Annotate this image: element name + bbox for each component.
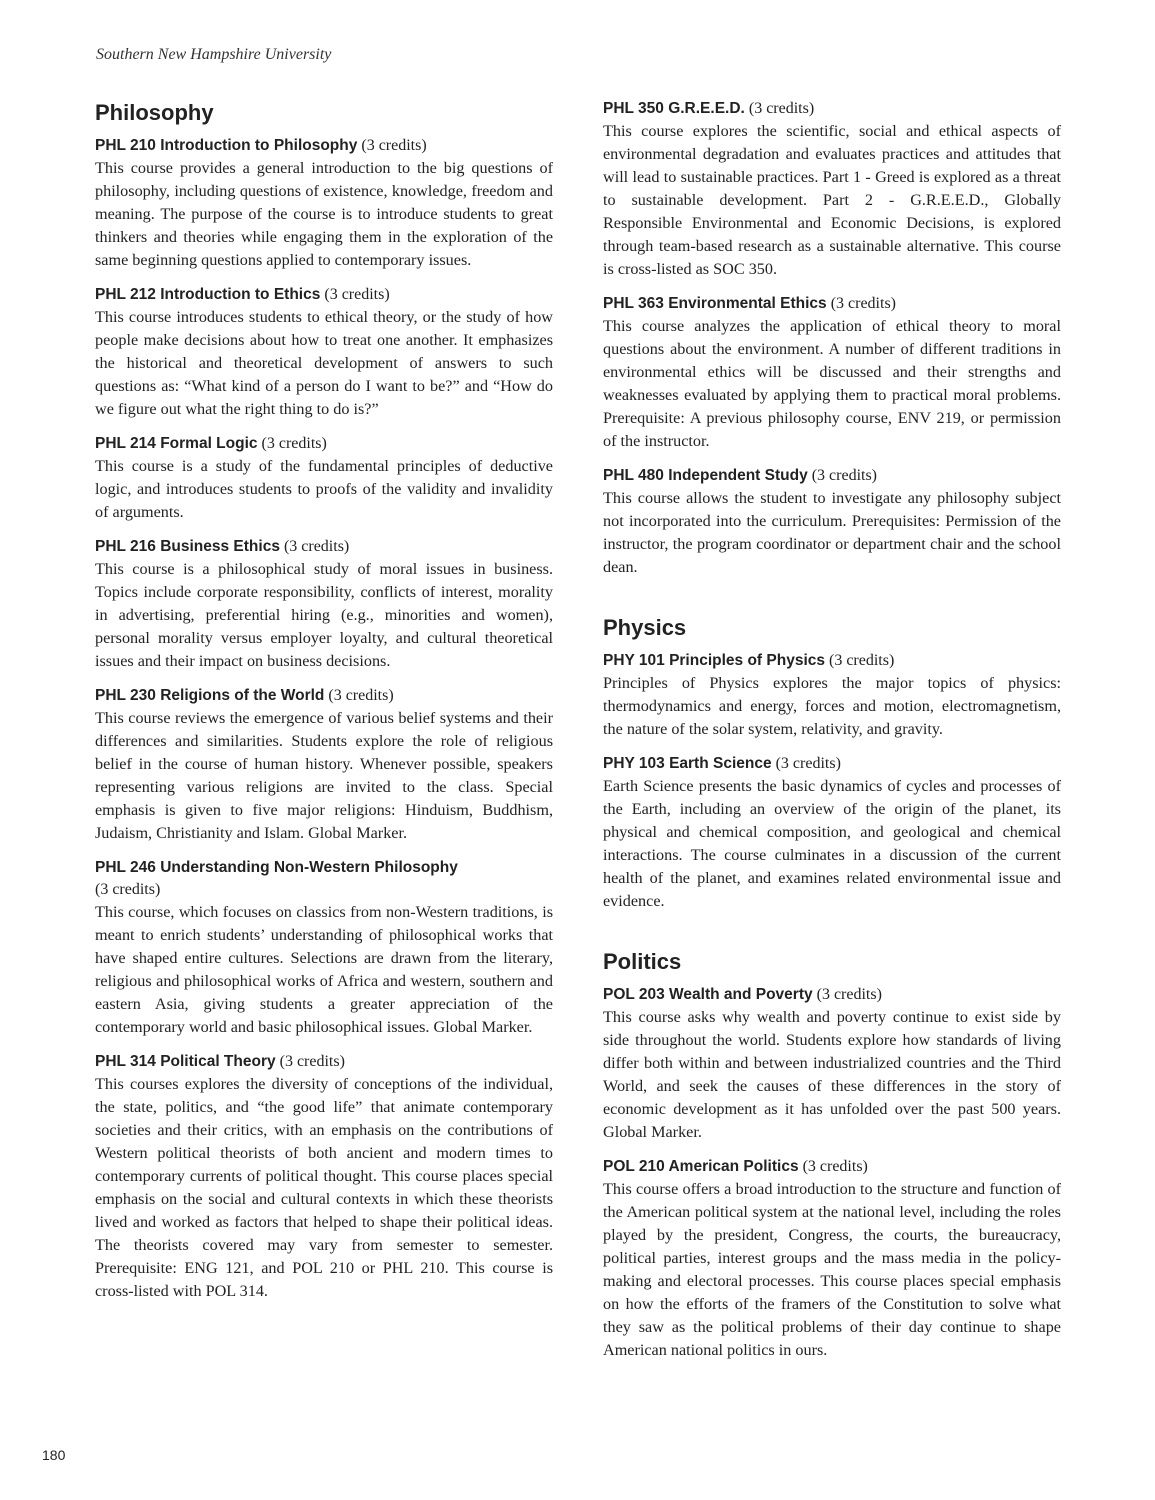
course-description: This course explores the scientific, social and ethical aspects of environmental degradation and evaluates practices and attitudes that will lead to sustainable practices. Part 1 - Greed is explored as a threat to sustainable development. Part 2 - G.R.E.E.D., Globally Responsible Environmental and Economic Decisions, is explored through team-based research as a sustainable alternative. This course is cross-listed as SOC 350. bbox=[603, 122, 1061, 278]
course-code: PHL 216 Business Ethics bbox=[95, 538, 280, 555]
course-credits: (3 credits) bbox=[811, 467, 878, 484]
course-entry bbox=[95, 433, 553, 524]
section-title-politics: Politics bbox=[603, 949, 682, 974]
course-description: This course is a study of the fundamental principles of deductive logic, and introduces students to proofs of the validity and invalidity of arguments. bbox=[95, 457, 553, 521]
course-credits: (3 credits) bbox=[279, 1053, 345, 1070]
course-description: This course asks why wealth and poverty continue to exist side by side throughout the world. Students explore how standards of living differ both within and between industrialized countries and the Third World, and seek the causes of these differences in the story of economic development as it has unfolded over the past 500 years. Global Marker. bbox=[603, 1008, 1061, 1141]
course-code: PHL 350 G.R.E.E.D. bbox=[603, 100, 745, 117]
course-description: This course is a philosophical study of moral issues in business. Topics include corporate responsibility, conflicts of interest, morality in advertising, preferential hiring (e.g., minorities and women), personal morality versus employer loyalty, and cultural theoretical issues and their impact on business decisions. bbox=[95, 560, 553, 670]
course-credits: (3 credits) bbox=[324, 286, 390, 303]
course-entry bbox=[603, 465, 1061, 579]
course-description: This course reviews the emergence of various belief systems and their differences and similarities. Students explore the role of religious belief in the course of human history. Whenever possible, speakers representing various religions are invited to the class. Special emphasis is given to five major religions: Hinduism, Buddhism, Judaism, Christianity and Islam. Global Marker. bbox=[95, 709, 553, 842]
running-header: Southern New Hampshire University bbox=[96, 46, 332, 63]
left-column bbox=[95, 98, 553, 1315]
section-title-philosophy: Philosophy bbox=[95, 100, 214, 125]
right-column bbox=[603, 98, 1061, 1374]
course-description: This course allows the student to investigate any philosophy subject not incorporated into the curriculum. Prerequisites: Permission of the instructor, the program coordinator or department chair and the school dean. bbox=[603, 489, 1061, 576]
course-credits: (3 credits) bbox=[816, 986, 882, 1003]
course-code: PHY 101 Principles of Physics bbox=[603, 652, 825, 669]
course-entry bbox=[603, 984, 1061, 1144]
course-description: This course, which focuses on classics from non-Western traditions, is meant to enrich students’ understanding of philosophical works that have shaped entire cultures. Selections are drawn from the literary, religious and philosophical works of Africa and western, southern and eastern Asia, giving students a greater appreciation of the contemporary world and basic philosophical issues. Global Marker. bbox=[95, 903, 553, 1036]
course-credits: (3 credits) bbox=[775, 755, 841, 772]
course-code: POL 203 Wealth and Poverty bbox=[603, 986, 813, 1003]
course-description: This course analyzes the application of ethical theory to moral questions about the environment. A number of different traditions in environmental ethics will be discussed and their strengths and weaknesses evaluated by applying them to practical moral problems. Prerequisite: A previous philosophy course, ENV 219, or permission of the instructor. bbox=[603, 317, 1061, 450]
course-entry bbox=[603, 650, 1061, 741]
course-entry bbox=[603, 1156, 1061, 1362]
course-code: PHL 480 Independent Study bbox=[603, 467, 808, 484]
course-credits: (3 credits) bbox=[829, 652, 895, 669]
course-description: This course offers a broad introduction to the structure and function of the American political system at the national level, including the roles played by the president, Congress, the courts, the bureaucracy, political parties, interest groups and the mass media in the policy-making and electoral processes. This course places special emphasis on how the efforts of the framers of the Constitution to solve what they saw as the political problems of their day continue to shape American national politics in ours. bbox=[603, 1180, 1061, 1359]
page-number: 180 bbox=[42, 1447, 66, 1463]
course-description: This course introduces students to ethical theory, or the study of how people make decisions about how to treat one another. It emphasizes the historical and theoretical development of answers to such questions as: “What kind of a person do I want to be?” and “How do we figure out what the right thing to do is?” bbox=[95, 308, 553, 418]
course-entry bbox=[95, 857, 553, 1039]
course-credits: (3 credits) bbox=[830, 295, 896, 312]
course-entry bbox=[95, 685, 553, 845]
course-credits: (3 credits) bbox=[283, 538, 350, 555]
course-code: PHL 314 Political Theory bbox=[95, 1053, 276, 1070]
course-credits: (3 credits) bbox=[802, 1158, 868, 1175]
course-entry bbox=[95, 1051, 553, 1303]
course-description: Earth Science presents the basic dynamics of cycles and processes of the Earth, including an overview of the origin of the planet, its physical and chemical composition, and geological and chemical interactions. The course culminates in a discussion of the current health of the planet, and examines related environmental issue and evidence. bbox=[603, 777, 1061, 910]
course-code: PHL 363 Environmental Ethics bbox=[603, 295, 827, 312]
course-code: PHY 103 Earth Science bbox=[603, 755, 772, 772]
course-entry bbox=[603, 293, 1061, 453]
course-entry bbox=[603, 753, 1061, 913]
course-entry bbox=[95, 536, 553, 673]
course-code: PHL 212 Introduction to Ethics bbox=[95, 286, 321, 303]
course-description: Principles of Physics explores the major topics of physics: thermodynamics and energy, forces and motion, electromagnetism, the nature of the solar system, relativity, and gravity. bbox=[603, 674, 1061, 738]
course-code: POL 210 American Politics bbox=[603, 1158, 799, 1175]
course-code: PHL 230 Religions of the World bbox=[95, 687, 325, 704]
course-entry bbox=[603, 98, 1061, 281]
course-entry bbox=[95, 284, 553, 421]
course-credits: (3 credits) bbox=[261, 435, 327, 452]
course-credits: (3 credits) bbox=[361, 137, 427, 154]
course-code: PHL 210 Introduction to Philosophy bbox=[95, 137, 358, 154]
course-credits: (3 credits) bbox=[748, 100, 815, 117]
course-description: This courses explores the diversity of conceptions of the individual, the state, politics, and “the good life” that animate contemporary societies and their critics, with an emphasis on the contributions of Western political theorists of both ancient and modern times to contemporary currents of political thought. This course places special emphasis on the social and cultural contexts in which these theorists lived and worked as factors that helped to shape their political ideas. The theorists covered may vary from semester to semester. Prerequisite: ENG 121, and POL 210 or PHL 210. This course is cross-listed with POL 314. bbox=[95, 1075, 553, 1300]
course-credits: (3 credits) bbox=[95, 881, 161, 898]
course-code: PHL 214 Formal Logic bbox=[95, 435, 258, 452]
course-credits: (3 credits) bbox=[328, 687, 394, 704]
course-code: PHL 246 Understanding Non-Western Philosophy bbox=[95, 859, 458, 876]
course-description: This course provides a general introduction to the big questions of philosophy, including questions of existence, knowledge, freedom and meaning. The purpose of the course is to introduce students to great thinkers and theories while engaging them in the exploration of the same beginning questions applied to contemporary issues. bbox=[95, 159, 553, 269]
course-entry bbox=[95, 135, 553, 272]
section-title-physics: Physics bbox=[603, 615, 687, 640]
